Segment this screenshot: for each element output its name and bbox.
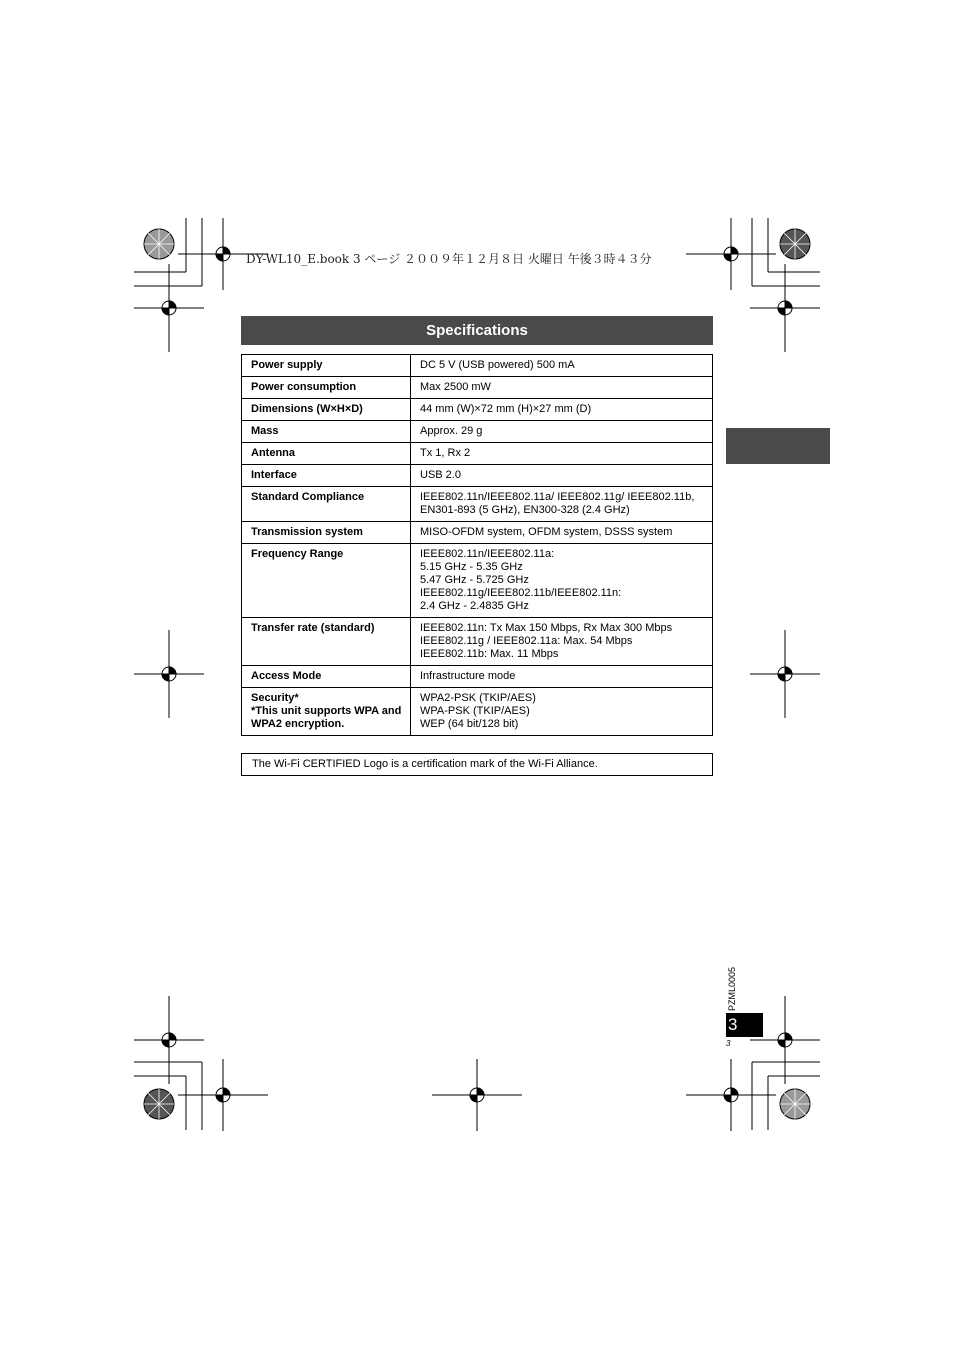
table-row	[242, 544, 713, 618]
page-number: 3	[726, 1013, 763, 1037]
spec-value: Tx 1, Rx 2	[411, 443, 713, 465]
spec-value: USB 2.0	[411, 465, 713, 487]
spec-value: IEEE802.11n/IEEE802.11a: 5.15 GHz - 5.35 GHz 5.47 GHz - 5.725 GHz IEEE802.11g/IEEE802.11b/IEEE802.11n: 2.4 GHz - 2.4835 GHz	[411, 544, 713, 618]
table-row	[242, 443, 713, 465]
spec-value: DC 5 V (USB powered) 500 mA	[411, 355, 713, 377]
spec-value: Max 2500 mW	[411, 377, 713, 399]
spec-label: Mass	[242, 421, 411, 443]
spec-value: Infrastructure mode	[411, 666, 713, 688]
page-title: Specifications	[241, 316, 713, 345]
spec-value: 44 mm (W)×72 mm (H)×27 mm (D)	[411, 399, 713, 421]
table-row	[242, 377, 713, 399]
table-row	[242, 487, 713, 522]
document-code: PZML0005	[727, 966, 737, 1011]
spec-value: IEEE802.11n: Tx Max 150 Mbps, Rx Max 300 Mbps IEEE802.11g / IEEE802.11a: Max. 54 Mbps IEEE802.11b: Max. 11 Mbps	[411, 618, 713, 666]
spec-label: Interface	[242, 465, 411, 487]
spec-label: Dimensions (W×H×D)	[242, 399, 411, 421]
spec-value: IEEE802.11n/IEEE802.11a/ IEEE802.11g/ IEEE802.11b, EN301-893 (5 GHz), EN300-328 (2.4 GHz)	[411, 487, 713, 522]
table-row	[242, 618, 713, 666]
table-row	[242, 399, 713, 421]
spec-value: Approx. 29 g	[411, 421, 713, 443]
spec-label: Power consumption	[242, 377, 411, 399]
spec-label: Power supply	[242, 355, 411, 377]
spec-label: Frequency Range	[242, 544, 411, 618]
spec-label: Standard Compliance	[242, 487, 411, 522]
table-row	[242, 465, 713, 487]
book-header-line: DY-WL10_E.book 3 ページ ２００９年１２月８日 火曜日 午後３時４３分	[246, 252, 652, 266]
table-row	[242, 522, 713, 544]
table-row	[242, 688, 713, 736]
spec-label: Antenna	[242, 443, 411, 465]
spec-value: MISO-OFDM system, OFDM system, DSSS system	[411, 522, 713, 544]
specifications-table	[241, 354, 713, 736]
section-tab	[726, 428, 830, 464]
table-row	[242, 355, 713, 377]
spec-label: Transfer rate (standard)	[242, 618, 411, 666]
table-row	[242, 421, 713, 443]
table-row	[242, 666, 713, 688]
page-number-small: 3	[726, 1039, 731, 1048]
spec-label: Access Mode	[242, 666, 411, 688]
spec-label: Transmission system	[242, 522, 411, 544]
spec-value: WPA2-PSK (TKIP/AES) WPA-PSK (TKIP/AES) WEP (64 bit/128 bit)	[411, 688, 713, 736]
spec-label: Security* *This unit supports WPA and WPA2 encryption.	[242, 688, 411, 736]
wifi-trademark-note: The Wi-Fi CERTIFIED Logo is a certification mark of the Wi-Fi Alliance.	[241, 753, 713, 776]
